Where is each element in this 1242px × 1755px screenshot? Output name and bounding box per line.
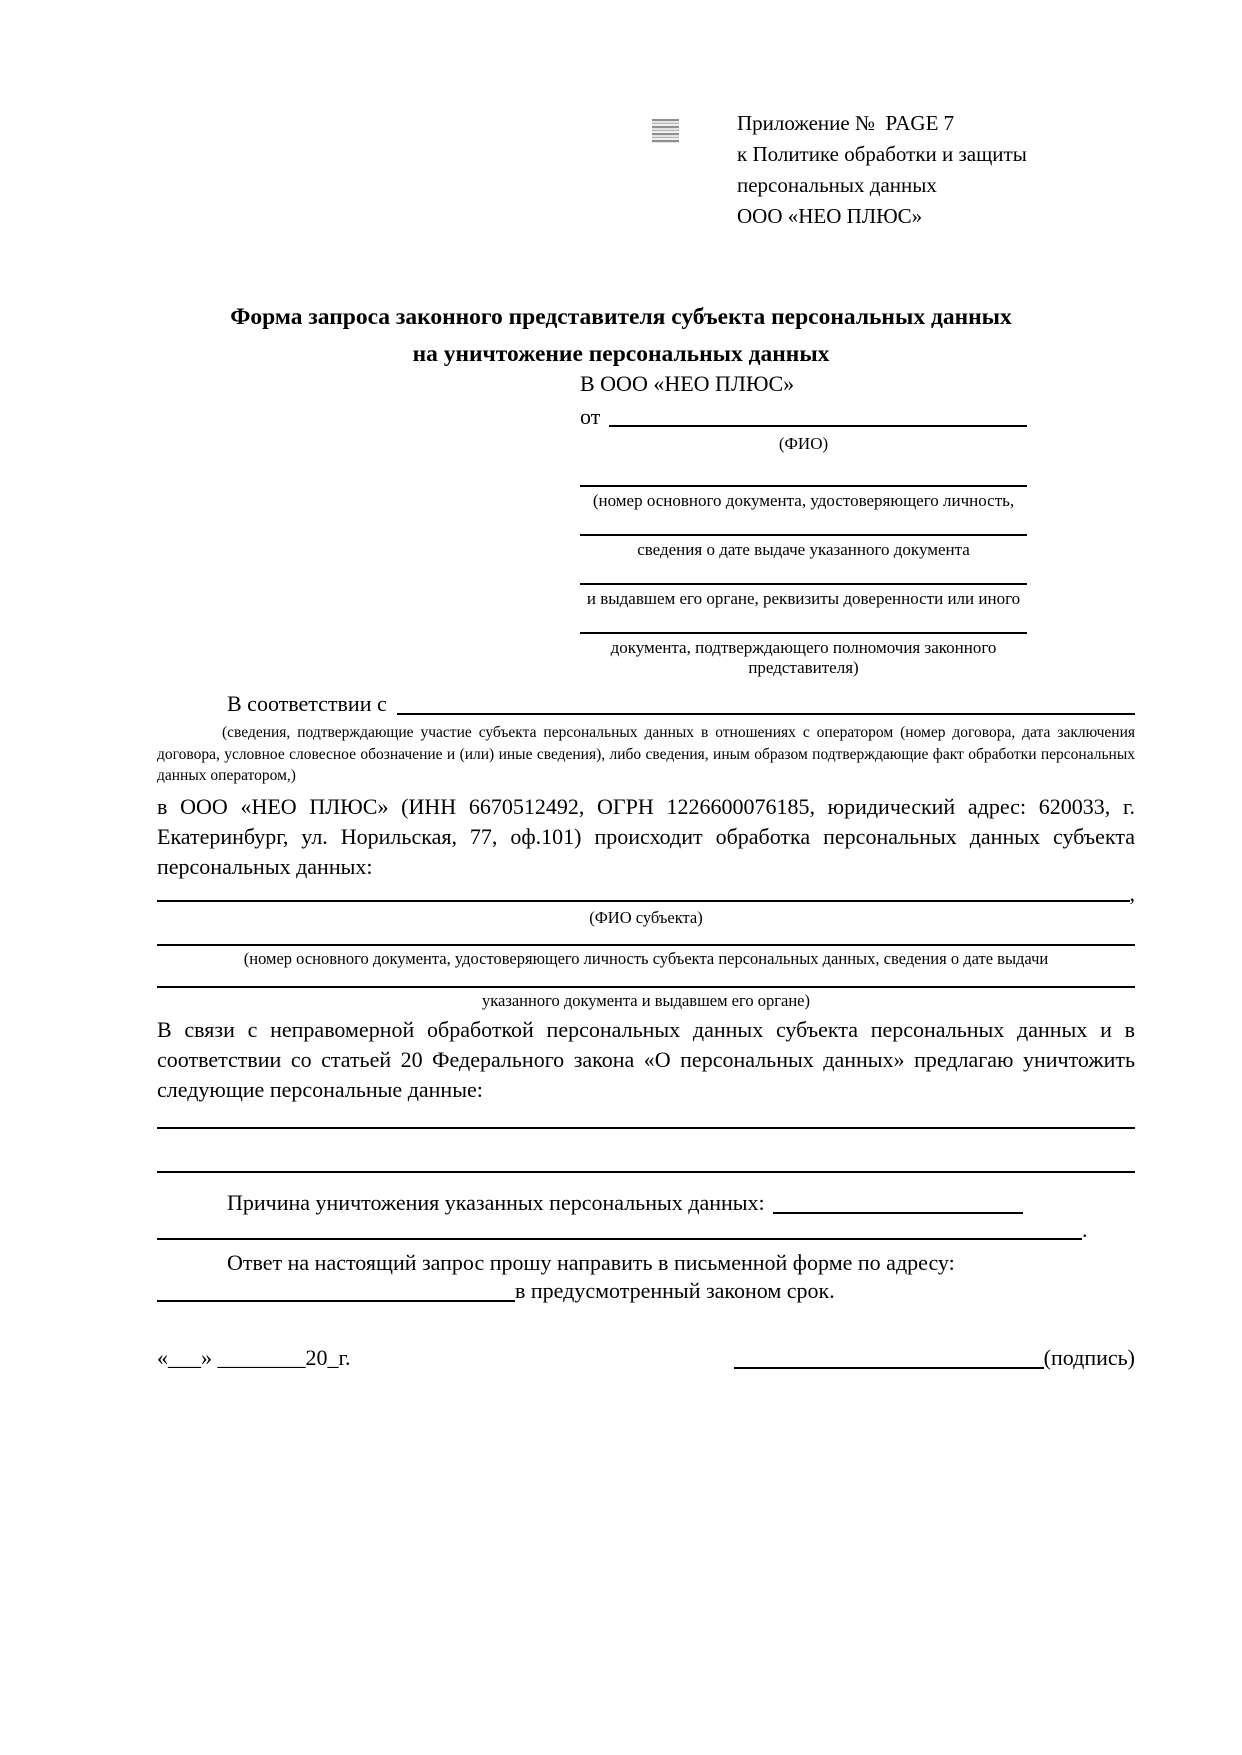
signature-line[interactable] — [734, 1364, 1044, 1369]
representative-doc-line-2[interactable] — [580, 511, 1027, 536]
doc-caption-2: сведения о дате выдаче указанного документа — [637, 540, 970, 559]
according-label: В соответствии с — [227, 691, 387, 716]
subject-fio-line[interactable] — [157, 897, 1130, 902]
representative-doc-line-1[interactable] — [580, 462, 1027, 487]
date-signature-row — [157, 1344, 1135, 1372]
destroy-paragraph: В связи с неправомерной обработкой персональных данных субъекта персональных данных и в соответствии со статьей 20 Федерального закона «О персональных данных» предлагаю уничтожить следующие персональные данные: — [157, 1016, 1135, 1102]
reason-continuation-row — [157, 1217, 1135, 1243]
from-label: от — [580, 404, 601, 429]
representative-name-line[interactable] — [609, 422, 1027, 427]
representative-doc-line-4[interactable] — [580, 609, 1027, 634]
appendix-header — [737, 108, 1037, 232]
appendix-line: Приложение № PAGE 7 — [737, 111, 955, 135]
reason-input-line[interactable] — [773, 1209, 1023, 1214]
answer-tail: в предусмотренный законом срок. — [515, 1277, 835, 1303]
subject-doc-line-1[interactable] — [157, 928, 1135, 946]
form-body — [157, 690, 1135, 1305]
answer-address-row — [157, 1277, 1135, 1305]
subject-doc-line-2[interactable] — [157, 969, 1135, 988]
signature-group — [734, 1344, 1135, 1372]
subject-fio-row — [157, 880, 1135, 906]
addressee-block — [580, 371, 1027, 678]
subject-doc-caption-1: (номер основного документа, удостоверяющего личность субъекта персональных данных, сведения о дате выдачи — [243, 948, 1049, 968]
reason-label: Причина уничтожения указанных персональных данных: — [227, 1189, 765, 1215]
from-row — [580, 404, 1027, 430]
reason-row — [157, 1189, 1135, 1217]
reason-period: . — [1082, 1216, 1088, 1242]
form-title-line1: Форма запроса законного представителя субъекта персональных данных — [230, 304, 1012, 330]
addressee-to: В ООО «НЕО ПЛЮС» — [580, 371, 795, 396]
fio-caption: (ФИО) — [778, 434, 829, 453]
data-to-destroy-line-1[interactable] — [157, 1107, 1135, 1129]
representative-doc-line-3[interactable] — [580, 560, 1027, 585]
operator-paragraph: в ООО «НЕО ПЛЮС» (ИНН 6670512492, ОГРН 1226600076185, юридический адрес: 620033, г. Екатеринбург, ул. Норильская, 77, оф.101) происходит обработка персональных данных субъекта персональных данных: — [157, 793, 1135, 879]
subject-fio-caption: (ФИО субъекта) — [589, 907, 703, 927]
data-to-destroy-line-2[interactable] — [157, 1129, 1135, 1173]
subject-doc-caption-2: указанного документа и выдавшем его органе) — [482, 990, 810, 1010]
form-title-line2: на уничтожение персональных данных — [412, 341, 830, 367]
according-row — [157, 690, 1135, 718]
doc-caption-1: (номер основного документа, удостоверяющего личность, — [592, 491, 1015, 510]
appendix-line: персональных данных — [737, 173, 937, 197]
answer-paragraph: Ответ на настоящий запрос прошу направить в письменной форме по адресу: — [227, 1249, 955, 1275]
date-blank[interactable]: «___» ________20_г. — [157, 1345, 351, 1370]
field-code-icon — [652, 119, 679, 143]
form-title — [132, 299, 1110, 373]
appendix-line: ООО «НЕО ПЛЮС» — [737, 204, 923, 228]
according-note: (сведения, подтверждающие участие субъекта персональных данных в отношениях с оператором (номер договора, дата заключения договора, условное словесное обозначение и (или) иные сведения), либо сведения, иным образом подтверждающие факт обработки персональных данных оператором,) — [157, 724, 1135, 784]
reason-input-line-2[interactable] — [157, 1235, 1082, 1240]
according-input-line[interactable] — [397, 710, 1135, 715]
appendix-line: к Политике обработки и защиты — [737, 142, 1027, 166]
signature-caption: (подпись) — [1043, 1345, 1135, 1370]
subject-line-comma: , — [1129, 880, 1135, 906]
doc-caption-4: документа, подтверждающего полномочия законного представителя) — [610, 638, 997, 677]
doc-caption-3: и выдавшем его органе, реквизиты доверенности или иного — [586, 589, 1021, 608]
answer-address-line[interactable] — [157, 1297, 515, 1302]
